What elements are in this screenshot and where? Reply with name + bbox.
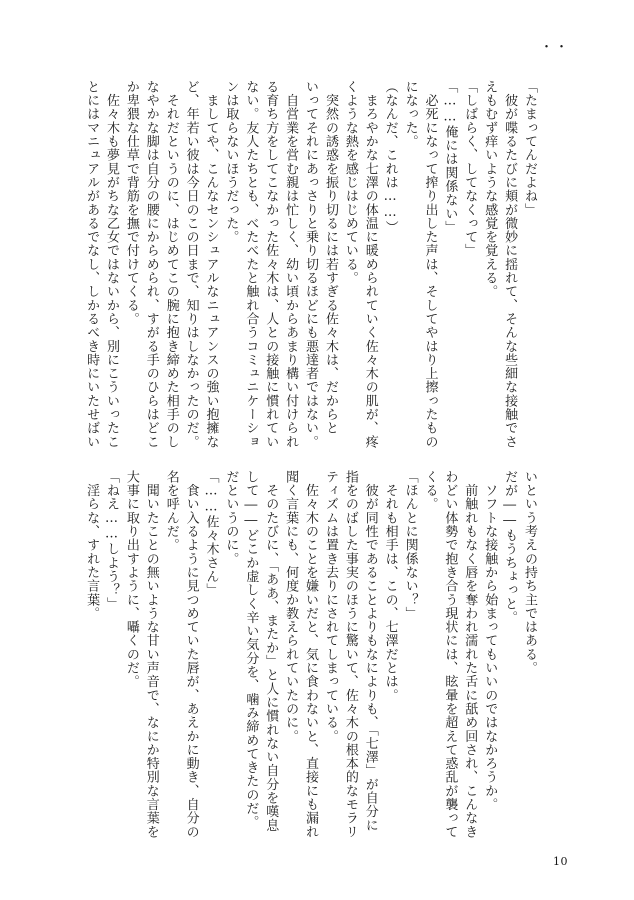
- text-line: 「ほんとに関係ない？」: [402, 470, 418, 621]
- text-line: わどい体勢で抱き合う現状には、眩暈を超えて惑乱が襲って: [442, 470, 458, 839]
- text-line: とにはマニュアルがあるでなし、しかるべき時にいたせばい: [84, 80, 100, 449]
- text-line: ない。友人たちとも、べたべたと触れ合うコミュニケーショ: [243, 80, 259, 449]
- text-line: か卑猥な仕草で背筋を撫で付けてくる。: [123, 80, 139, 326]
- text-line: 突然の誘惑を振り切るには若すぎる佐々木は、だからと: [322, 80, 338, 435]
- text-line: 「しばらく、してなくって」: [462, 80, 478, 258]
- text-line: ど、年若い彼は今日のこの日まで、知りはしなかったのだ。: [183, 80, 199, 449]
- text-line: 必死になって搾り出した声は、そしてやはり上擦ったもの: [422, 80, 438, 449]
- text-line: 「……佐々木さん」: [203, 470, 219, 597]
- page-number: 10: [553, 855, 568, 868]
- upper-text-column: [84, 80, 539, 449]
- text-line: （なんだ、これは……）: [382, 80, 398, 235]
- text-line: くような熱を感じはじめている。: [342, 80, 358, 285]
- text-line: して――どこか虚しく辛い気分を、噛み締めてきたのだ。: [243, 470, 259, 829]
- text-line: になった。: [402, 80, 418, 149]
- text-line: ンは取らないほうだった。: [223, 80, 239, 244]
- text-line: 指をのばした事実のほうに驚いて、佐々木の根本的なモラリ: [342, 470, 358, 839]
- text-line: ソフトな接触から始まってもいいのではなかろうか。: [482, 470, 498, 812]
- text-line: 佐々木のことを嫌いだと、気に食わないと、直接にも漏れ: [303, 470, 319, 839]
- text-line: ティズムは置き去りにされてしまっている。: [322, 470, 338, 743]
- text-line: まろやかな七澤の体温に暖められていく佐々木の肌が、疼: [362, 80, 378, 449]
- text-line: 彼が喋るたびに頬が微妙に揺れて、そんな些細な接触でさ: [502, 80, 518, 449]
- text-line: いという考えの持ち主ではある。: [522, 470, 537, 675]
- text-line: いってそれにあっさりと乗り切るほどにも悪達者ではない。: [303, 80, 319, 449]
- text-line: だというのに。: [223, 470, 239, 566]
- text-line: 食い入るように見つめていた唇が、あえかに動き、自分の: [183, 470, 199, 839]
- text-line: 聞いたことの無いような甘い声音で、なにか特別な言葉を: [143, 470, 159, 839]
- text-line: そのたびに、「ああ、またか」と人に慣れない自分を嘆息: [263, 470, 279, 833]
- text-line: 淫らな、すれた言葉。: [84, 470, 100, 621]
- text-line: 自営業を営む親は忙しく、幼い頃からあまり構い付けられ: [283, 80, 299, 449]
- chapter-mark: ・・: [540, 40, 571, 55]
- text-line: 「たまってんだよね」: [522, 80, 537, 217]
- text-line: えもむず痒いような感覚を覚える。: [482, 80, 498, 299]
- text-line: 名を呼んだ。: [163, 470, 179, 552]
- text-line: ましてや、こんなセンシュアルなニュアンスの強い抱擁な: [203, 80, 219, 449]
- text-line: くる。: [422, 470, 438, 511]
- text-line: 「ねえ……しよう？」: [103, 470, 119, 611]
- text-line: それだというのに、はじめてこの腕に抱き締めた相手のし: [163, 80, 179, 449]
- text-line: 彼が同性であることよりもなによりも、「七澤」が自分に: [362, 470, 378, 833]
- text-line: 「……俺には関係ない」: [442, 80, 458, 235]
- text-line: 大事に取り出すように、囁くのだ。: [123, 470, 139, 689]
- lower-text-column: [84, 470, 539, 839]
- text-line: 聞く言葉にも、何度か教えられていたのに。: [283, 470, 299, 743]
- text-line: 佐々木も夢見がちな乙女ではないから、別にこういったこ: [103, 80, 119, 449]
- text-line: る育ち方をしてこなかった佐々木は、人との接触に慣れてい: [263, 80, 279, 449]
- text-line: だが――もうちょっと。: [502, 470, 518, 625]
- text-line: なやかな脚は自分の腰にからめられ、すがる手のひらはどこ: [143, 80, 159, 449]
- text-line: それも相手は、この、七澤だとは。: [382, 470, 398, 703]
- text-line: 前触れもなく唇を奪われ濡れた舌に舐め回され、こんなき: [462, 470, 478, 839]
